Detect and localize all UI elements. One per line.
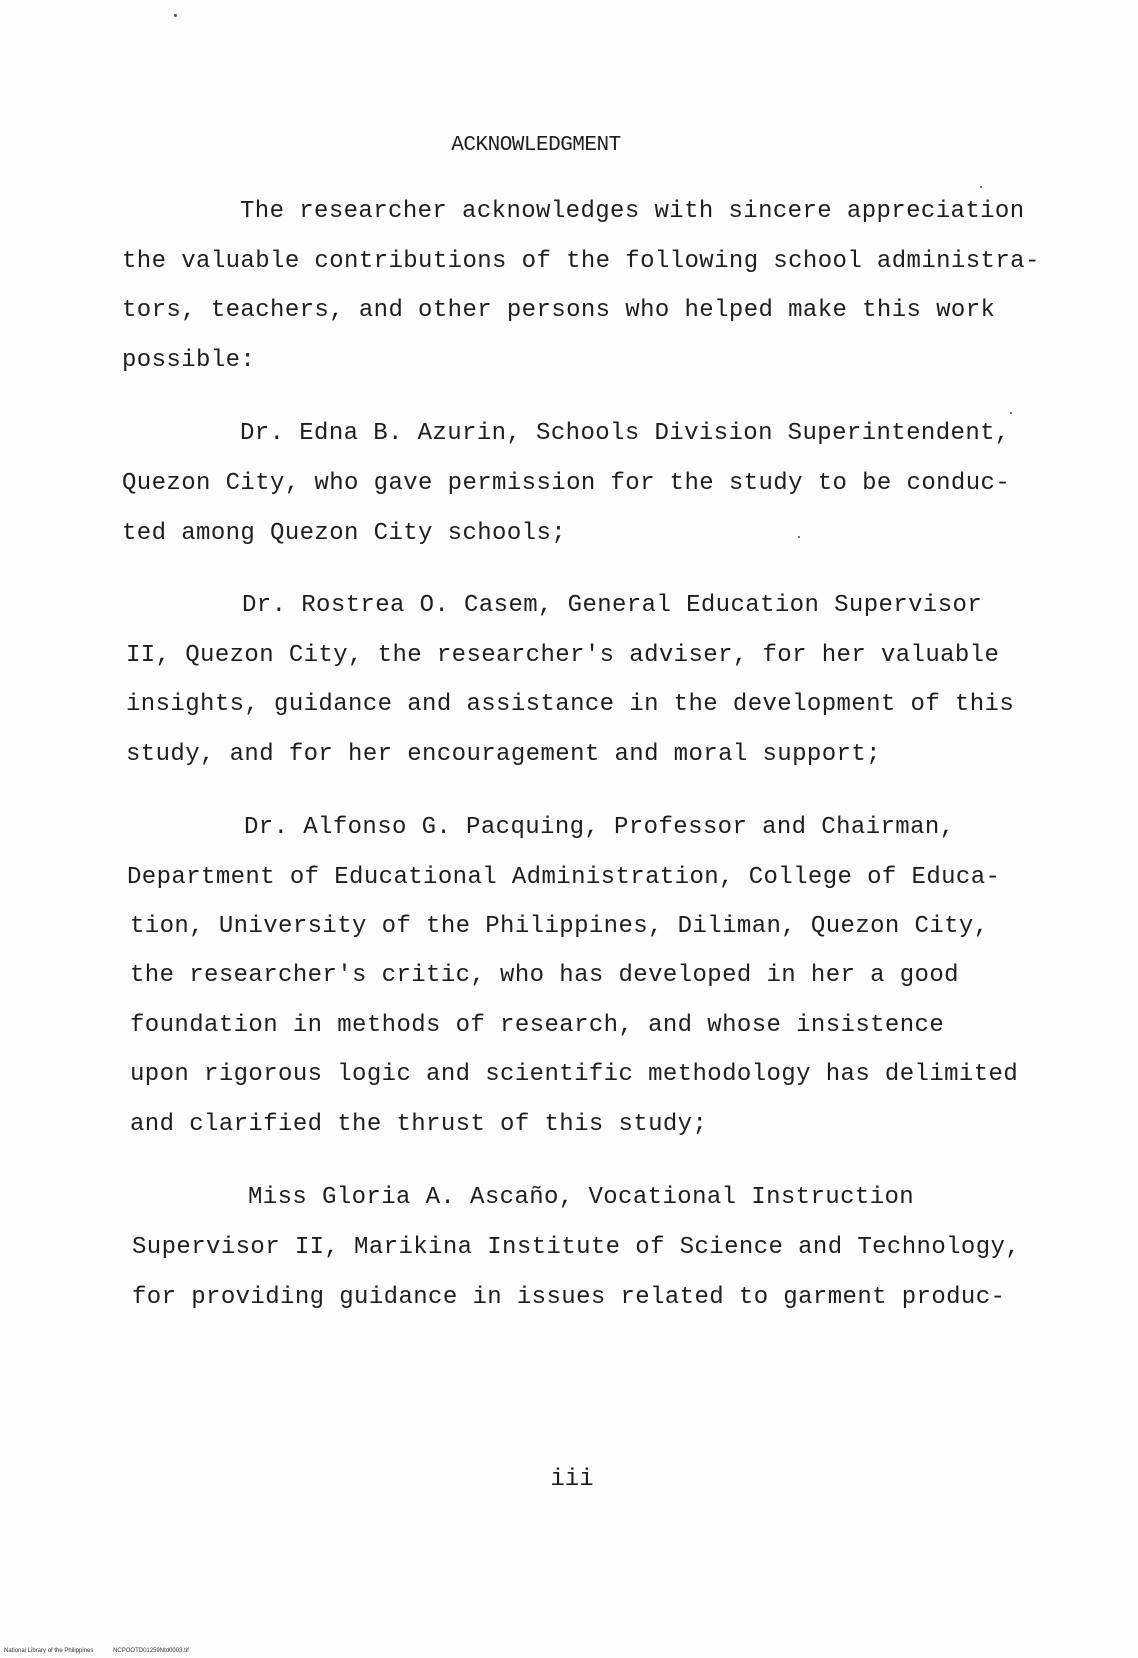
scan-footer (4, 1648, 207, 1654)
paragraph-4-line-2: Supervisor II, Marikina Institute of Science and Technology, (132, 1234, 1021, 1261)
paragraph-1-line-3: ted among Quezon City schools; (122, 520, 567, 547)
paragraph-3-line-5: foundation in methods of research, and whose insistence (130, 1012, 945, 1039)
paragraph-1-line-2: Quezon City, who gave permission for the study to be conduc- (122, 470, 1011, 497)
paragraph-3-line-1: Dr. Alfonso G. Pacquing, Professor and Chairman, (244, 814, 955, 841)
paragraph-2-line-4: study, and for her encouragement and moral support; (126, 741, 881, 768)
paragraph-3-line-6: upon rigorous logic and scientific methodology has delimited (130, 1061, 1019, 1088)
paragraph-3-line-3: tion, University of the Philippines, Diliman, Quezon City, (130, 913, 989, 940)
footer-source: National Library of the Philippines (4, 1648, 94, 1654)
paragraph-1-line-1: Dr. Edna B. Azurin, Schools Division Superintendent, (240, 420, 1010, 447)
intro-line-4: possible: (122, 347, 256, 374)
paragraph-3-line-4: the researcher's critic, who has developed in her a good (130, 962, 959, 989)
page-number: iii (550, 1466, 594, 1493)
paragraph-4-line-1: Miss Gloria A. Ascaño, Vocational Instruction (248, 1184, 915, 1211)
paragraph-2-line-1: Dr. Rostrea O. Casem, General Education Supervisor (242, 592, 983, 619)
footer-file-id: NCPOOTD01259Ntd0003.tif (113, 1648, 189, 1654)
paragraph-3-line-7: and clarified the thrust of this study; (130, 1111, 708, 1138)
scan-speck (798, 536, 800, 538)
paragraph-2-line-2: II, Quezon City, the researcher's adviser, for her valuable (126, 642, 1000, 669)
scan-speck (1010, 412, 1012, 414)
paragraph-4-line-3: for providing guidance in issues related to garment produc- (132, 1284, 1006, 1311)
intro-line-3: tors, teachers, and other persons who helped make this work (122, 297, 996, 324)
scan-speck (980, 186, 982, 188)
intro-line-2: the valuable contributions of the following school administra- (122, 248, 1040, 275)
paragraph-2-line-3: insights, guidance and assistance in the development of this (126, 691, 1015, 718)
intro-line-1: The researcher acknowledges with sincere appreciation (240, 198, 1025, 225)
page-title: ACKNOWLEDGMENT (451, 134, 621, 157)
scan-speck (174, 14, 177, 17)
paragraph-3-line-2: Department of Educational Administration, College of Educa- (127, 864, 1001, 891)
